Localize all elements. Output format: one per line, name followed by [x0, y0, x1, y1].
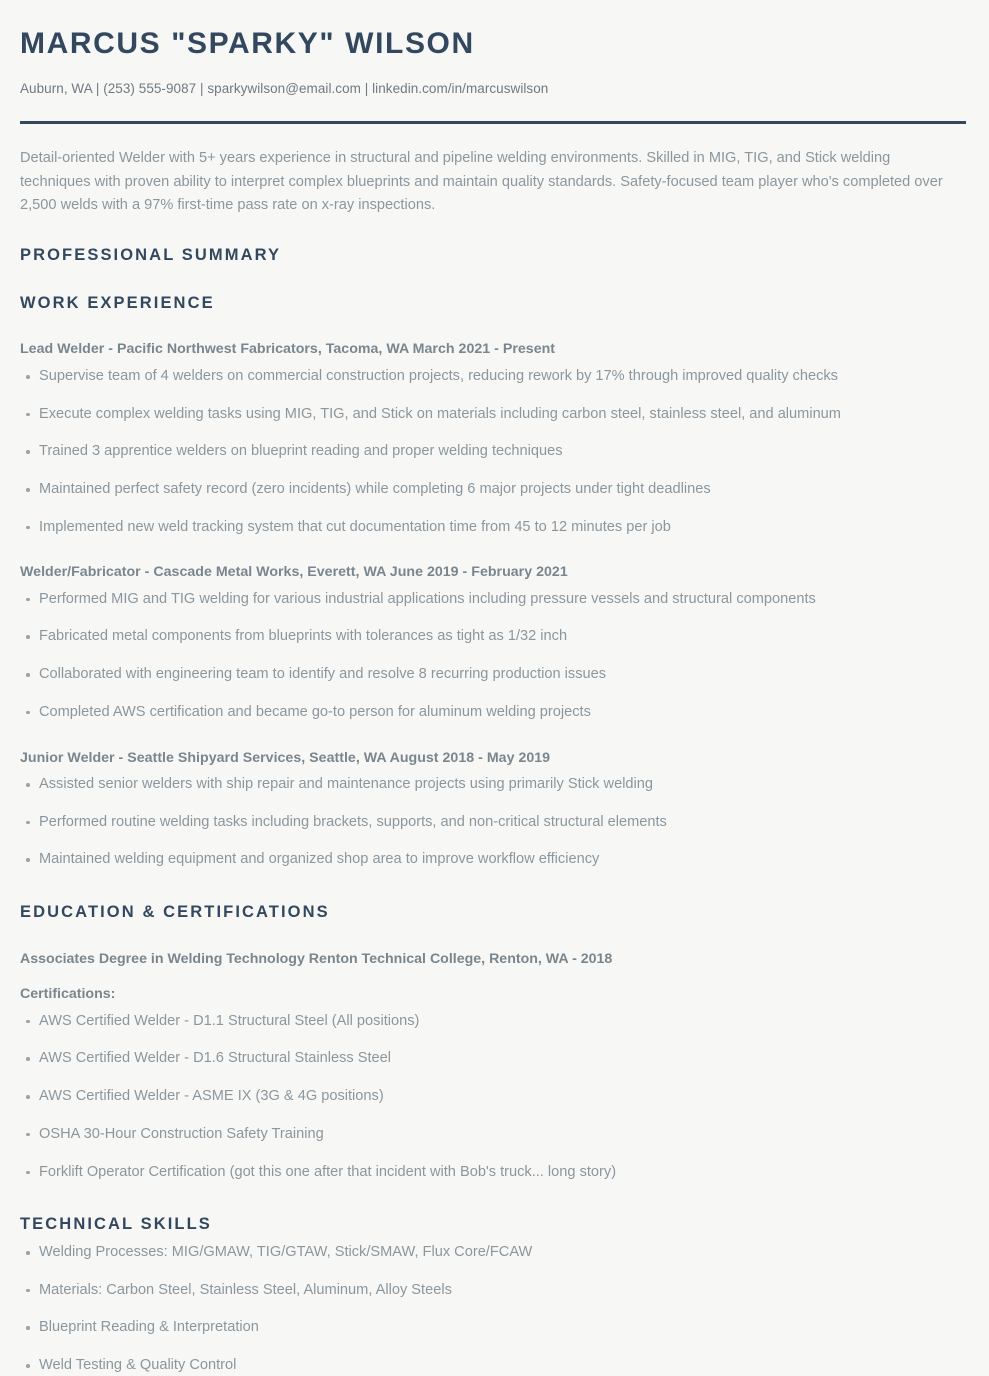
- list-item: [20, 1012, 966, 1032]
- list-item: [20, 1049, 966, 1069]
- list-item-label: Materials: Carbon Steel, Stainless Steel, Aluminum, Alloy Steels: [39, 1281, 452, 1298]
- bullet-dot-icon: [26, 375, 30, 379]
- list-item: [20, 518, 966, 538]
- bullet-dot-icon: [26, 1057, 30, 1061]
- bullet-dot-icon: [26, 1171, 30, 1175]
- list-item-label: Implemented new weld tracking system that cut documentation time from 45 to 12 minutes per job: [39, 518, 671, 535]
- job-heading: Lead Welder - Pacific Northwest Fabricators, Tacoma, WA March 2021 - Present: [20, 341, 556, 358]
- bullet-dot-icon: [26, 711, 30, 715]
- section-heading-education: EDUCATION & CERTIFICATIONS: [20, 903, 330, 922]
- bullet-dot-icon: [26, 1251, 30, 1255]
- list-item-label: Performed routine welding tasks including brackets, supports, and non-critical structural elements: [39, 813, 667, 830]
- job-bullets: [20, 590, 966, 723]
- bullet-dot-icon: [26, 635, 30, 639]
- list-item: [20, 367, 966, 387]
- bullet-dot-icon: [26, 821, 30, 825]
- bullet-dot-icon: [26, 858, 30, 862]
- bullet-dot-icon: [26, 1364, 30, 1368]
- list-item-label: Execute complex welding tasks using MIG, TIG, and Stick on materials including carbon steel, stainless steel, and aluminum: [39, 405, 841, 422]
- list-item-label: OSHA 30-Hour Construction Safety Training: [39, 1125, 324, 1142]
- list-item-label: Blueprint Reading & Interpretation: [39, 1319, 259, 1336]
- list-item: [20, 1243, 966, 1263]
- bullet-dot-icon: [26, 1133, 30, 1137]
- list-item-label: Completed AWS certification and became go-to person for aluminum welding projects: [39, 703, 591, 720]
- list-item: [20, 590, 966, 610]
- job-bullets: [20, 775, 966, 870]
- list-item: [20, 627, 966, 647]
- list-item-label: Fabricated metal components from blueprints with tolerances as tight as 1/32 inch: [39, 628, 568, 645]
- list-item: [20, 480, 966, 500]
- section-heading-professional-summary: PROFESSIONAL SUMMARY: [20, 245, 282, 264]
- list-item-label: AWS Certified Welder - D1.6 Structural Stainless Steel: [39, 1050, 392, 1067]
- bullet-dot-icon: [26, 488, 30, 492]
- list-item-label: Assisted senior welders with ship repair and maintenance projects using primarily Stick welding: [39, 776, 654, 792]
- list-item: [20, 1125, 966, 1145]
- list-item-label: Trained 3 apprentice welders on blueprint reading and proper welding techniques: [39, 443, 563, 460]
- technical-skills-list: [20, 1243, 966, 1376]
- job-bullets: [20, 367, 966, 537]
- job-heading: Welder/Fabricator - Cascade Metal Works, Everett, WA June 2019 - February 2021: [20, 564, 568, 581]
- list-item-label: Maintained perfect safety record (zero incidents) while completing 6 major projects under tight deadlines: [39, 480, 711, 497]
- section-heading-technical-skills: TECHNICAL SKILLS: [20, 1215, 212, 1234]
- bullet-dot-icon: [26, 526, 30, 530]
- list-item-label: Performed MIG and TIG welding for various industrial applications including pressure vessels and structural components: [39, 590, 816, 607]
- bullet-dot-icon: [26, 783, 30, 787]
- bullet-dot-icon: [26, 413, 30, 417]
- list-item-label: AWS Certified Welder - ASME IX (3G & 4G positions): [39, 1088, 384, 1105]
- bullet-dot-icon: [26, 598, 30, 602]
- list-item-label: Welding Processes: MIG/GMAW, TIG/GTAW, Stick/SMAW, Flux Core/FCAW: [39, 1244, 533, 1260]
- list-item-label: Collaborated with engineering team to identify and resolve 8 recurring production issues: [39, 666, 607, 683]
- page-title: MARCUS "SPARKY" WILSON: [20, 27, 475, 60]
- bullet-dot-icon: [26, 673, 30, 677]
- list-item: [20, 1163, 966, 1183]
- list-item: [20, 405, 966, 425]
- list-item-label: Supervise team of 4 welders on commercial construction projects, reducing rework by 17% through improved quality checks: [39, 367, 838, 384]
- section-heading-work-experience: WORK EXPERIENCE: [20, 293, 215, 312]
- contact-line: Auburn, WA | (253) 555-9087 | sparkywilson@email.com | linkedin.com/in/marcuswilson: [20, 81, 549, 97]
- bullet-dot-icon: [26, 1326, 30, 1330]
- job-heading: Junior Welder - Seattle Shipyard Services, Seattle, WA August 2018 - May 2019: [20, 749, 551, 766]
- list-item-label: Forklift Operator Certification (got this one after that incident with Bob's truck... long story): [39, 1163, 617, 1180]
- bullet-dot-icon: [26, 1289, 30, 1293]
- list-item: [20, 850, 966, 870]
- list-item: [20, 813, 966, 833]
- list-item: [20, 775, 966, 795]
- summary-paragraph: Detail-oriented Welder with 5+ years experience in structural and pipeline welding environments. Skilled in MIG, TIG, and Stick welding techniques with proven ability to interpret complex blueprints and maintain quality standards. Safety-focused team player who's completed over 2,500 welds with a 97% first-time pass rate on x-ray inspections.: [20, 149, 943, 214]
- education-degree-line: Associates Degree in Welding Technology Renton Technical College, Renton, WA - 2018: [20, 950, 613, 967]
- certifications-label: Certifications:: [20, 986, 116, 1003]
- list-item: [20, 1356, 966, 1376]
- list-item: [20, 665, 966, 685]
- certifications-list: [20, 1012, 966, 1182]
- header-divider: [20, 121, 966, 124]
- list-item-label: Weld Testing & Quality Control: [39, 1357, 237, 1374]
- list-item: [20, 1281, 966, 1301]
- list-item-label: AWS Certified Welder - D1.1 Structural Steel (All positions): [39, 1012, 420, 1029]
- list-item: [20, 1318, 966, 1338]
- list-item: [20, 703, 966, 723]
- list-item: [20, 1087, 966, 1107]
- bullet-dot-icon: [26, 450, 30, 454]
- list-item: [20, 442, 966, 462]
- bullet-dot-icon: [26, 1020, 30, 1024]
- list-item-label: Maintained welding equipment and organized shop area to improve workflow efficiency: [39, 851, 600, 868]
- bullet-dot-icon: [26, 1095, 30, 1099]
